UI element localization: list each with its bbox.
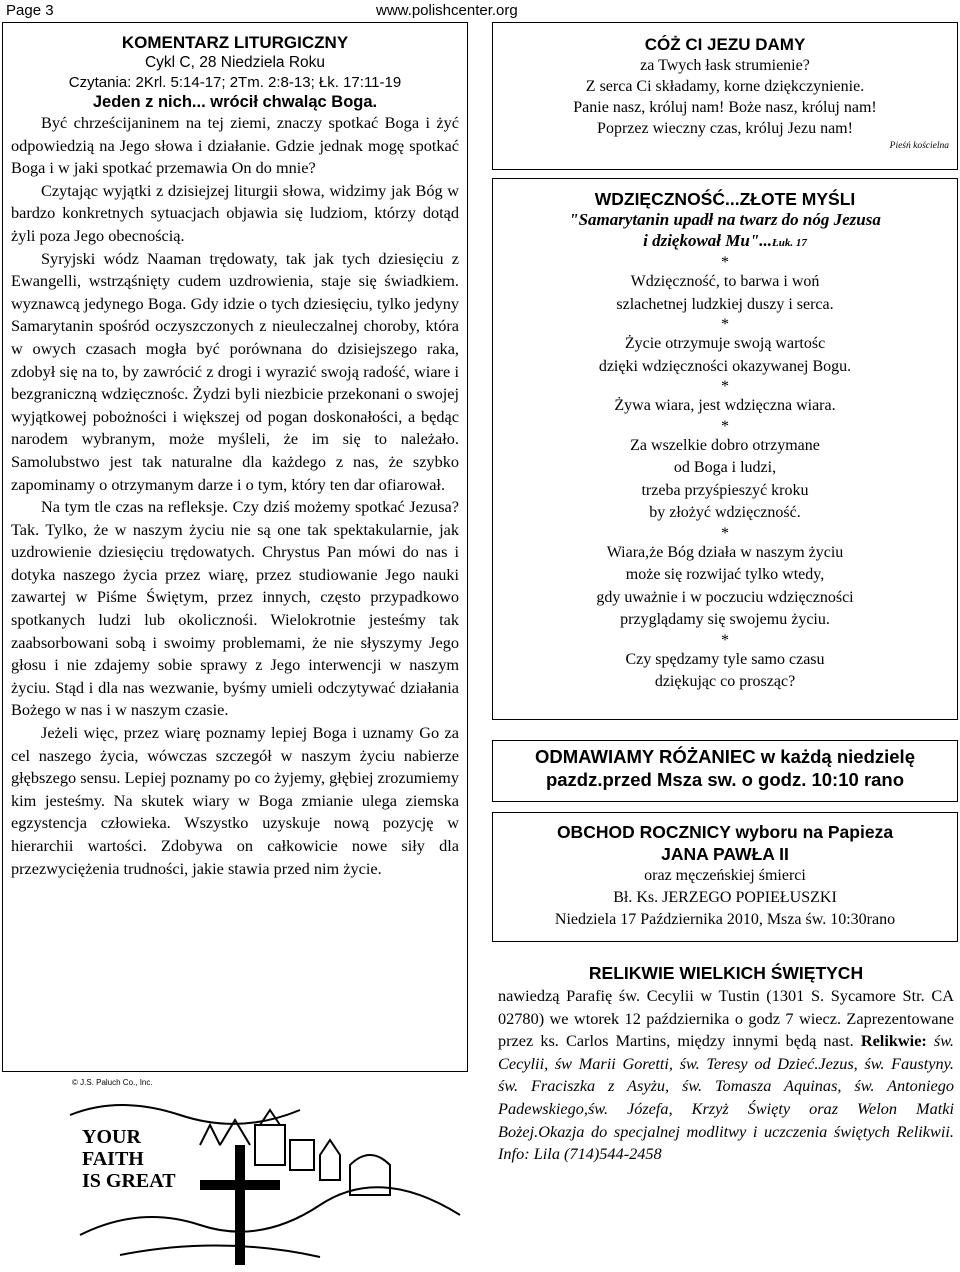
gratitude-poem: [501, 254, 949, 694]
commentary-readings: Czytania: 2Krl. 5:14-17; 2Tm. 2:8-13; Łk. 17:11-19: [68, 74, 402, 91]
separator: *: [721, 417, 729, 435]
website-url[interactable]: www.polishcenter.org: [376, 2, 518, 19]
separator: *: [721, 316, 729, 333]
rosary-line-1: ODMAWIAMY RÓŻANIEC w każdą niedzielę: [535, 746, 915, 767]
page-header: [0, 0, 960, 22]
gratitude-quote-ref: Łuk. 17: [772, 237, 807, 249]
poem-line: Wdzięczność, to barwa i woń: [630, 273, 820, 290]
poem-line: dziękując co prosząc?: [654, 673, 796, 690]
gratitude-quote-text: i dziękował Mu"...: [643, 231, 773, 250]
anniversary-box: [492, 812, 958, 942]
poem-line: by złożyć wdzięczność.: [649, 504, 801, 521]
poem-line: przyglądamy się swojemu życiu.: [620, 611, 830, 628]
poem-line: może się rozwijać tylko wtedy,: [625, 566, 825, 583]
commentary-subtitle: Jeden z nich... wrócił chwaląc Boga.: [92, 93, 378, 111]
gratitude-quote-line2: [501, 230, 949, 254]
gratitude-box: [492, 178, 958, 720]
relics-label: Relikwie:: [860, 1031, 927, 1051]
commentary-paragraph: Syryjski wódz Naaman trędowaty, tak jak tych dziesięciu z Ewangelli, wstrząśnięty cudem uzdrowienia, staje się świadkiem. wyznawcą jedynego Boga. Gdy idzie o tych dziesięciu, tylko jedyny Samarytanin spośród oczyszczonych z nieuleczalnej choroby, która w owych czasach mogła być porównana do dzisiejszego raka, zdobył się na to, by zawrócić z drogi i wyrazić swoją radość, wiare i bezgraniczną wdzięcznośc. Żydzi byli niezbicie przekonani o swojej wyjątkowej pobożności i większej od pogan doskonałości, a będąc narodem wybranym, może myśleli, że im się to należało. Samolubstwo jest tak naturalne dla każdego z nas, że szybko zapominamy o otrzymanym darze i o tym, który ten dar ofiarował.: [11, 248, 459, 494]
hymn-attribution: Pieśń kościelna: [889, 141, 949, 151]
logo-copyright: © J.S. Paluch Co., Inc.: [72, 1078, 153, 1087]
anniversary-line-2: JANA PAWŁA II: [661, 844, 789, 864]
anniversary-line-4: Bł. Ks. JERZEGO POPIEŁUSZKI: [613, 889, 837, 906]
anniversary-line-5: Niedziela 17 Października 2010, Msza św. 10:30rano: [554, 911, 896, 928]
relics-list: św. Cecylii, św Marii Goretti, św. Teresy od Dzieć.Jezus, św. Faustyny. św. Fraciszka z Asyżu, św. Tomasza Aquinas, św. Antoniego Padewskiego,św. Józefa, Krzyż Święty oraz Welon Matki Bożej.Okazja do specjalnej modlitwy i uczczenia świętych Relikwii. Info: Lila (714)544-2458: [498, 1031, 954, 1164]
logo-line-is-great: IS GREAT: [82, 1170, 176, 1192]
poem-line: Za wszelkie dobro otrzymane: [630, 436, 820, 454]
rosary-box: [492, 740, 958, 802]
hymn-line: Poprzez wieczny czas, króluj Jezu nam!: [597, 120, 853, 137]
hymn-title: CÓŻ CI JEZU DAMY: [644, 35, 806, 54]
hymn-box: [492, 22, 958, 170]
poem-line: od Boga i ludzi,: [673, 459, 777, 476]
commentary-paragraph: Na tym tle czas na refleksje. Czy dziś możemy spotkać Jezusa? Tak. Tylko, że w naszym życiu nie są one tak spektakularnie, jak uzdrowienie dziesięciu trędowatych. Chrystus Pan mówi do nas i dotyka naszego życia przez wiarę, przez studiowanie Jego nauki zawartej w Piśme Świętym, przez innych, często przypadkowo spotkanych ludzi lub okolicznośi. Wielokrotnie jesteśmy tak zaabsorbowani sobą i swoimy problemami, że nie słyszymy Jego głosu i nie zdajemy sobie sprawy z Jego interwencji w naszym życiu. Stąd i dla nas wezwanie, byśmy umieli odczytywać działania Bożego w nas i w naszym czasie.: [11, 497, 459, 720]
poem-line: gdy uważnie i w poczuciu wdzięczności: [596, 588, 854, 606]
poem-line: Żywa wiara, jest wdzięczna wiara.: [614, 397, 836, 414]
separator: *: [721, 378, 729, 395]
separator: *: [721, 524, 729, 542]
relics-body: [498, 985, 954, 1166]
poem-line: dzięki wdzięczności okazywanej Bogu.: [598, 357, 852, 375]
page-number: Page 3: [6, 2, 54, 19]
anniversary-line-3: oraz męczeńskiej śmierci: [644, 867, 806, 884]
poem-line: Wiara,że Bóg działa w naszym życiu: [606, 543, 844, 561]
hymn-line: za Twych łask strumienie?: [640, 57, 810, 74]
poem-line: Czy spędzamy tyle samo czasu: [625, 650, 825, 668]
relics-text: nawiedzą Parafię św. Cecylii w Tustin (1301 S. Sycamore Str. CA 02780) we wtorek 12 października o godz 7 wiecz. Zaprezentowane przez ks. Carlos Martins, między innymi będą nast.: [498, 986, 954, 1051]
your-faith-is-great-logo: [60, 1085, 470, 1270]
logo-line-faith: FAITH: [82, 1148, 144, 1170]
commentary-title: KOMENTARZ LITURGICZNY: [121, 33, 349, 52]
commentary-body: [11, 112, 459, 880]
commentary-box: [2, 22, 468, 1072]
commentary-paragraph: Jeżeli więc, przez wiarę poznamy lepiej Boga i uznamy Go za cel naszego życia, wówczas szczegół w naszym życiu nabierze głębszego sensu. Lepiej poznamy po co żyjemy, głębiej zrozumiemy kim jesteśmy. Na skutek wiary w Boga zmianie ulega ziemska egzystencja człowieka. Wszystko uzyskuje nową pozycję w hierarchii wartości. Zdobywa on całkowicie nowe siły dla przezwyciężenia trudności, jakie stawia przed nim życie.: [11, 723, 459, 878]
hymn-line: Panie nasz, króluj nam! Boże nasz, króluj nam!: [573, 99, 877, 116]
commentary-paragraph: Być chrześcijaninem na tej ziemi, znaczy spotkać Boga i żyć odpowiedzią na Jego słowa i działanie. Gdzie jednak mogę spotkać Boga i w jaki spotkać przemawia On do mnie?: [11, 113, 459, 178]
poem-line: trzeba przyśpieszyć kroku: [641, 481, 809, 499]
commentary-cycle: Cykl C, 28 Niedziela Roku: [144, 54, 326, 71]
commentary-paragraph: Czytając wyjątki z dzisiejzej liturgii słowa, widzimy jak Bóg w bardzo konkretnych sytuacjach objawia się ludziom, którzy dotąd żyli poza Jego obecnością.: [11, 180, 459, 245]
relics-section: [492, 954, 958, 1184]
poem-line: Życie otrzymuje swoją wartośc: [624, 335, 826, 352]
anniversary-line-1: OBCHOD ROCZNICY wyboru na Papieza: [556, 822, 894, 842]
hymn-line: Z serca Ci składamy, korne dziękczynienie.: [585, 78, 865, 95]
gratitude-title: WDZIĘCZNOŚĆ...ZŁOTE MYŚLI: [594, 189, 856, 209]
logo-line-your: YOUR: [82, 1126, 141, 1148]
separator: *: [721, 254, 729, 271]
rosary-line-2: pazdz.przed Msza sw. o godz. 10:10 rano: [545, 769, 905, 790]
poem-line: szlachetnej ludzkiej duszy i serca.: [616, 295, 834, 313]
separator: *: [721, 631, 729, 649]
relics-title: RELIKWIE WIELKICH ŚWIĘTYCH: [588, 963, 864, 983]
gratitude-quote: "Samarytanin upadł na twarz do nóg Jezusa: [569, 210, 881, 229]
